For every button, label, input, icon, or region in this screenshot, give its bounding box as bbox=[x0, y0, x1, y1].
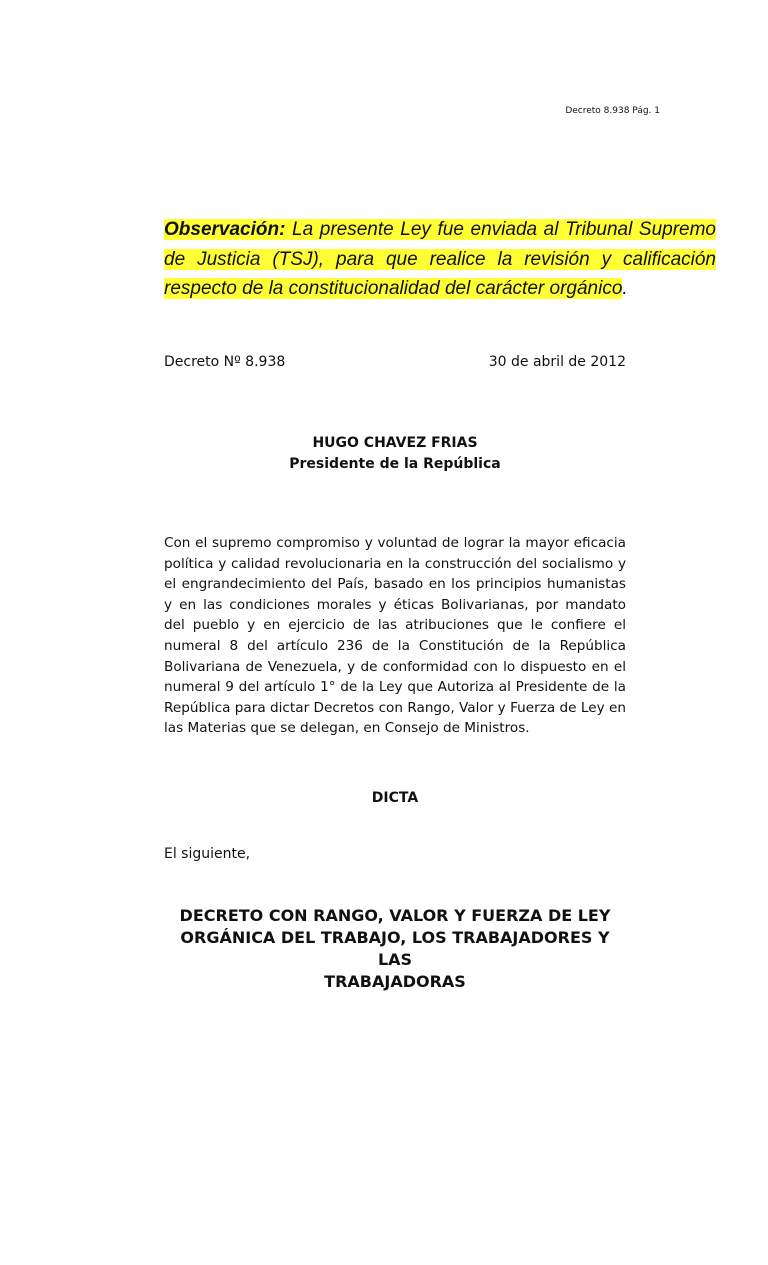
law-title-line-1: DECRETO CON RANGO, VALOR Y FUERZA DE LEY bbox=[179, 906, 611, 925]
decree-date: 30 de abril de 2012 bbox=[488, 354, 626, 370]
law-title bbox=[164, 905, 626, 993]
observation-highlight bbox=[164, 219, 716, 299]
president-block bbox=[164, 433, 626, 475]
dicta-heading: DICTA bbox=[371, 790, 419, 806]
president-title: Presidente de la República bbox=[289, 456, 501, 472]
law-title-line-3: TRABAJADORAS bbox=[324, 972, 466, 991]
observation-end: . bbox=[622, 278, 628, 299]
law-title-line-2: ORGÁNICA DEL TRABAJO, LOS TRABAJADORES Y LAS bbox=[180, 928, 610, 969]
observation-text: La presente Ley fue enviada al Tribunal Supremo de Justicia (TSJ), para que realice la revisión y calificación respecto de la constitucionalidad del carácter orgánico bbox=[164, 219, 716, 299]
decree-number: Decreto Nº 8.938 bbox=[164, 354, 286, 370]
observation-note bbox=[164, 215, 716, 304]
decree-line bbox=[164, 354, 626, 370]
siguiente-text: El siguiente, bbox=[164, 846, 251, 862]
preamble-paragraph: Con el supremo compromiso y voluntad de lograr la mayor eficacia política y calidad revolucionaria en la construcción del socialismo y el engrandecimiento del País, basado en los principios humanistas y en las condiciones morales y éticas Bolivarianas, por mandato del pueblo y en ejercicio de las atribuciones que le confiere el numeral 8 del artículo 236 de la Constitución de la República Bolivariana de Venezuela, y de conformidad con lo dispuesto en el numeral 9 del artículo 1° de la Ley que Autoriza al Presidente de la República para dictar Decretos con Rango, Valor y Fuerza de Ley en las Materias que se delegan, en Consejo de Ministros. bbox=[164, 535, 626, 737]
president-name: HUGO CHAVEZ FRIAS bbox=[312, 435, 478, 451]
page-header bbox=[520, 106, 660, 116]
observation-label: Observación: bbox=[164, 219, 286, 240]
page-reference: Decreto 8.938 Pág. 1 bbox=[565, 106, 660, 116]
